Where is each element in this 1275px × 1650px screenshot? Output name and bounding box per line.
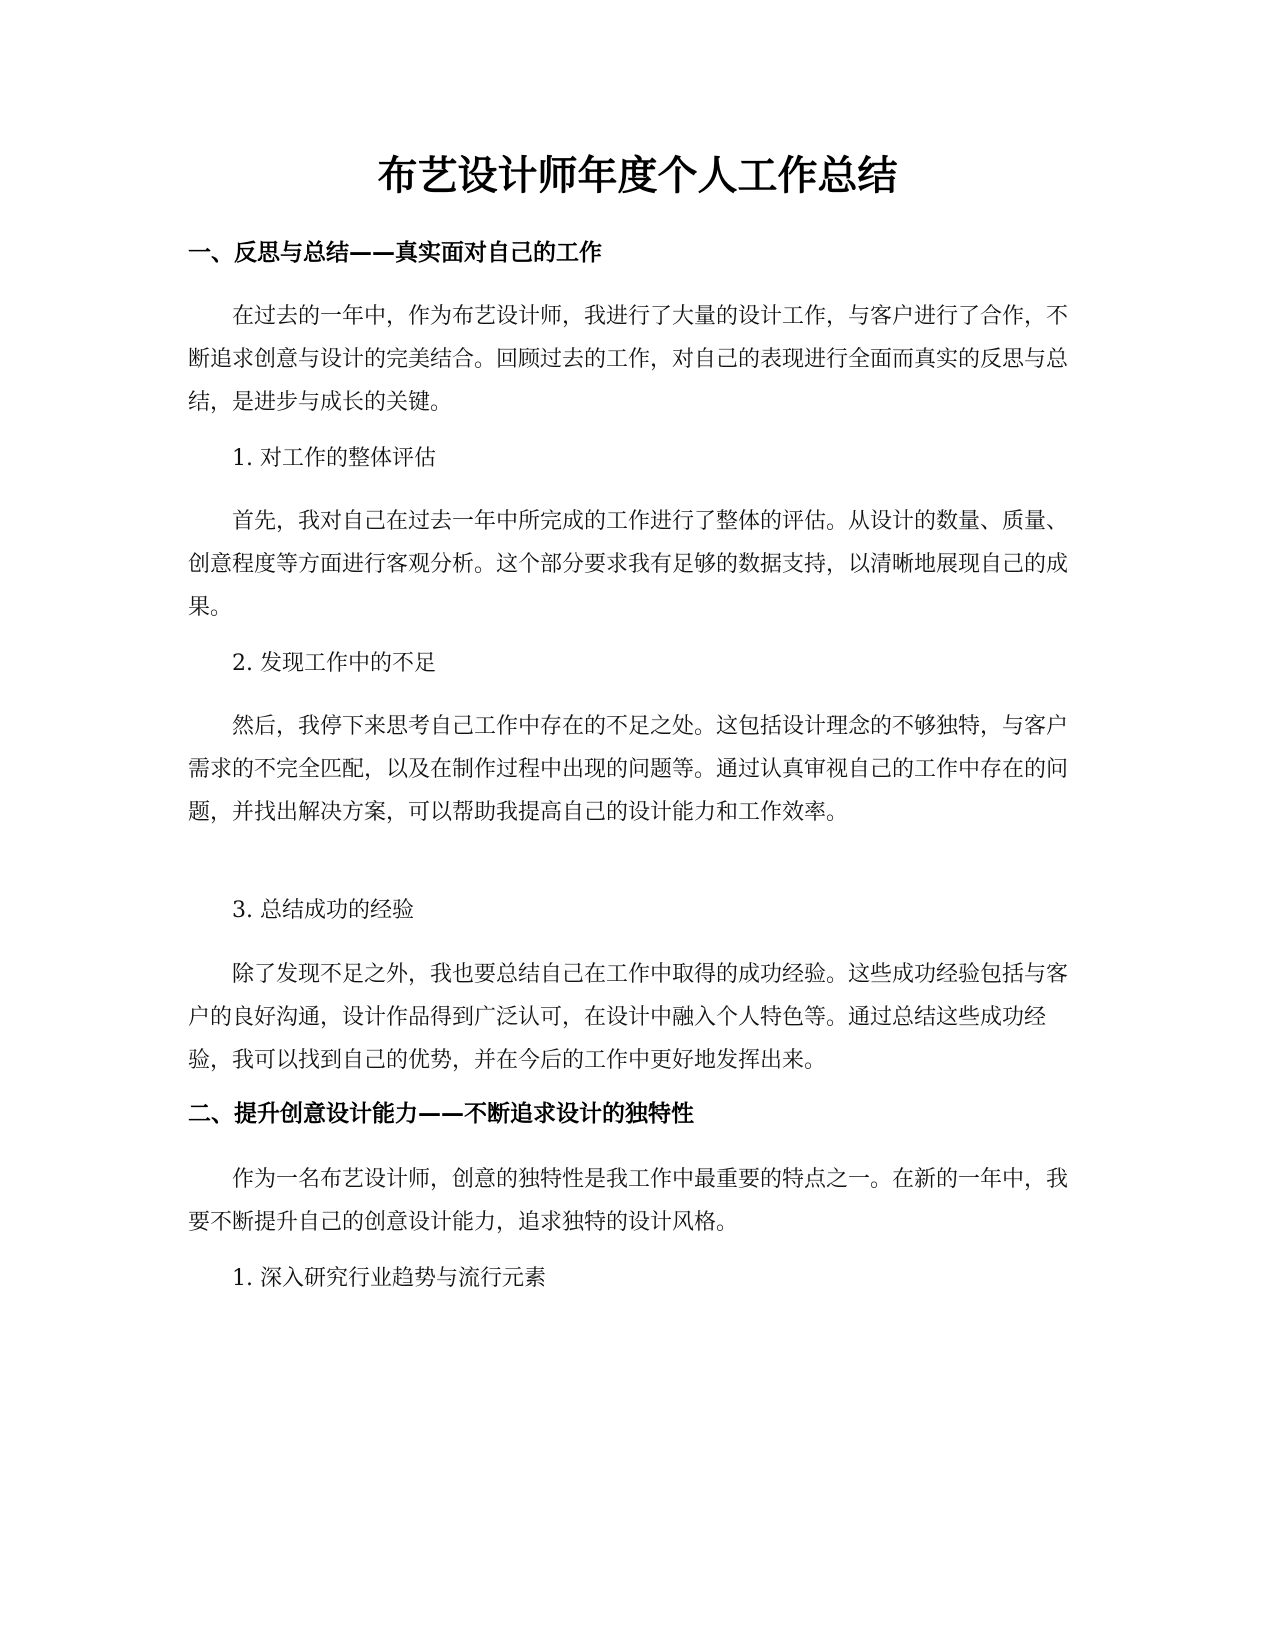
section-2-intro-paragraph: 作为一名布艺设计师，创意的独特性是我工作中最重要的特点之一。在新的一年中，我要不断提升自己的创意设计能力，追求独特的设计风格。	[188, 1167, 1069, 1235]
section-1-item-1-label: 1. 对工作的整体评估	[232, 446, 436, 471]
section-heading-1: 一、反思与总结——真实面对自己的工作	[188, 240, 602, 266]
section-2-item-1-label: 1. 深入研究行业趋势与流行元素	[232, 1266, 546, 1291]
section-1-item-3-paragraph: 除了发现不足之外，我也要总结自己在工作中取得的成功经验。这些成功经验包括与客户的良好沟通，设计作品得到广泛认可，在设计中融入个人特色等。通过总结这些成功经验，我可以找到自己的优势，并在今后的工作中更好地发挥出来。	[188, 962, 1069, 1073]
section-1-item-2-label: 2. 发现工作中的不足	[232, 651, 436, 676]
document-title: 布艺设计师年度个人工作总结	[377, 153, 898, 199]
section-1-item-2-paragraph: 然后，我停下来思考自己工作中存在的不足之处。这包括设计理念的不够独特，与客户需求的不完全匹配，以及在制作过程中出现的问题等。通过认真审视自己的工作中存在的问题，并找出解决方案，可以帮助我提高自己的设计能力和工作效率。	[188, 714, 1069, 825]
section-1-item-1-paragraph: 首先，我对自己在过去一年中所完成的工作进行了整体的评估。从设计的数量、质量、创意程度等方面进行客观分析。这个部分要求我有足够的数据支持，以清晰地展现自己的成果。	[188, 509, 1069, 620]
section-heading-2: 二、提升创意设计能力——不断追求设计的独特性	[188, 1101, 694, 1127]
section-1-intro-paragraph: 在过去的一年中，作为布艺设计师，我进行了大量的设计工作，与客户进行了合作，不断追求创意与设计的完美结合。回顾过去的工作，对自己的表现进行全面而真实的反思与总结，是进步与成长的关键。	[188, 304, 1069, 415]
section-1-item-3-label: 3. 总结成功的经验	[232, 898, 414, 923]
